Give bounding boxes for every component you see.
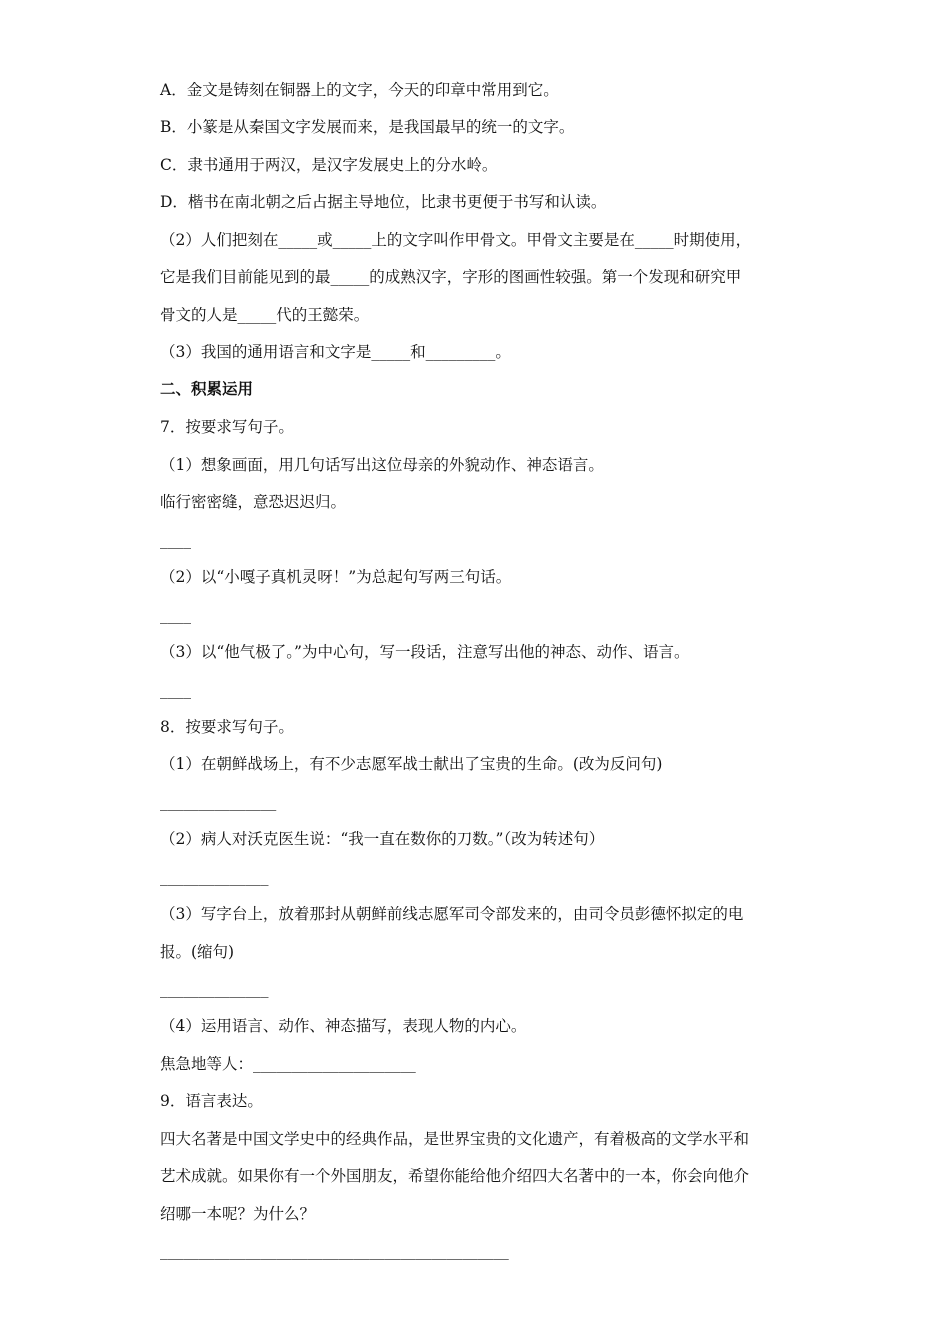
q6-part2-line2: 它是我们目前能见到的最_____的成熟汉字，字形的图画性较强。第一个发现和研究甲 — [160, 268, 742, 286]
q8-part1: （1）在朝鲜战场上，有不少志愿军战士献出了宝贵的生命。(改为反问句) — [160, 755, 663, 773]
q6-option-c: C．隶书通用于两汉，是汉字发展史上的分水岭。 — [160, 156, 498, 174]
q8-answer-blank-3: ______________ — [160, 980, 269, 998]
section-heading: 二、积累运用 — [160, 379, 254, 398]
q6-part2-line1: （2）人们把刻在_____或_____上的文字叫作甲骨文。甲骨文主要是在_____时期使用， — [160, 231, 752, 249]
q6-part2-line3: 骨文的人是_____代的王懿荣。 — [160, 306, 370, 324]
q8-answer-blank-2: ______________ — [160, 868, 269, 886]
q7-part3: （3）以“他气极了。”为中心句，写一段话，注意写出他的神态、动作、语言。 — [160, 643, 690, 661]
q8-part2: （2）病人对沃克医生说：“我一直在数你的刀数。”（改为转述句） — [160, 830, 605, 848]
q7-answer-blank-3: ____ — [160, 681, 191, 699]
q7-title: 7．按要求写句子。 — [160, 418, 294, 436]
q8-part3-line2: 报。(缩句) — [160, 943, 235, 961]
q9-line-1: 四大名著是中国文学史中的经典作品，是世界宝贵的文化遗产，有着极高的文学水平和 — [160, 1130, 750, 1148]
q6-option-b: B．小篆是从秦国文字发展而来，是我国最早的统一的文字。 — [160, 118, 575, 136]
q8-answer-blank-1: _______________ — [160, 793, 277, 811]
q8-part4: （4）运用语言、动作、神态描写，表现人物的内心。 — [160, 1017, 527, 1035]
q9-title: 9．语言表达。 — [160, 1092, 263, 1110]
q7-answer-blank-1: ____ — [160, 531, 191, 549]
q6-part3: （3）我国的通用语言和文字是_____和_________。 — [160, 343, 511, 361]
q7-part2: （2）以“小嘎子真机灵呀！”为总起句写两三句话。 — [160, 568, 512, 586]
q6-option-d: D．楷书在南北朝之后占据主导地位，比隶书更便于书写和认读。 — [160, 193, 607, 211]
q7-answer-blank-2: ____ — [160, 606, 191, 624]
q9-answer-line: _____________________________________________ — [160, 1242, 509, 1260]
q6-option-a: A．金文是铸刻在铜器上的文字，今天的印章中常用到它。 — [160, 81, 559, 99]
q9-line-2: 艺术成就。如果你有一个外国朋友，希望你能给他介绍四大名著中的一本，你会向他介 — [160, 1167, 750, 1185]
q8-title: 8．按要求写句子。 — [160, 718, 294, 736]
q7-part1-quote: 临行密密缝，意恐迟迟归。 — [160, 493, 347, 511]
q9-line-3: 绍哪一本呢？为什么？ — [160, 1205, 316, 1223]
q8-part3-line1: （3）写字台上，放着那封从朝鲜前线志愿军司令部发来的，由司令员彭德怀拟定的电 — [160, 905, 744, 923]
q8-part4-answer: 焦急地等人：_____________________ — [160, 1055, 416, 1073]
q7-part1: （1）想象画面，用几句话写出这位母亲的外貌动作、神态语言。 — [160, 456, 604, 474]
